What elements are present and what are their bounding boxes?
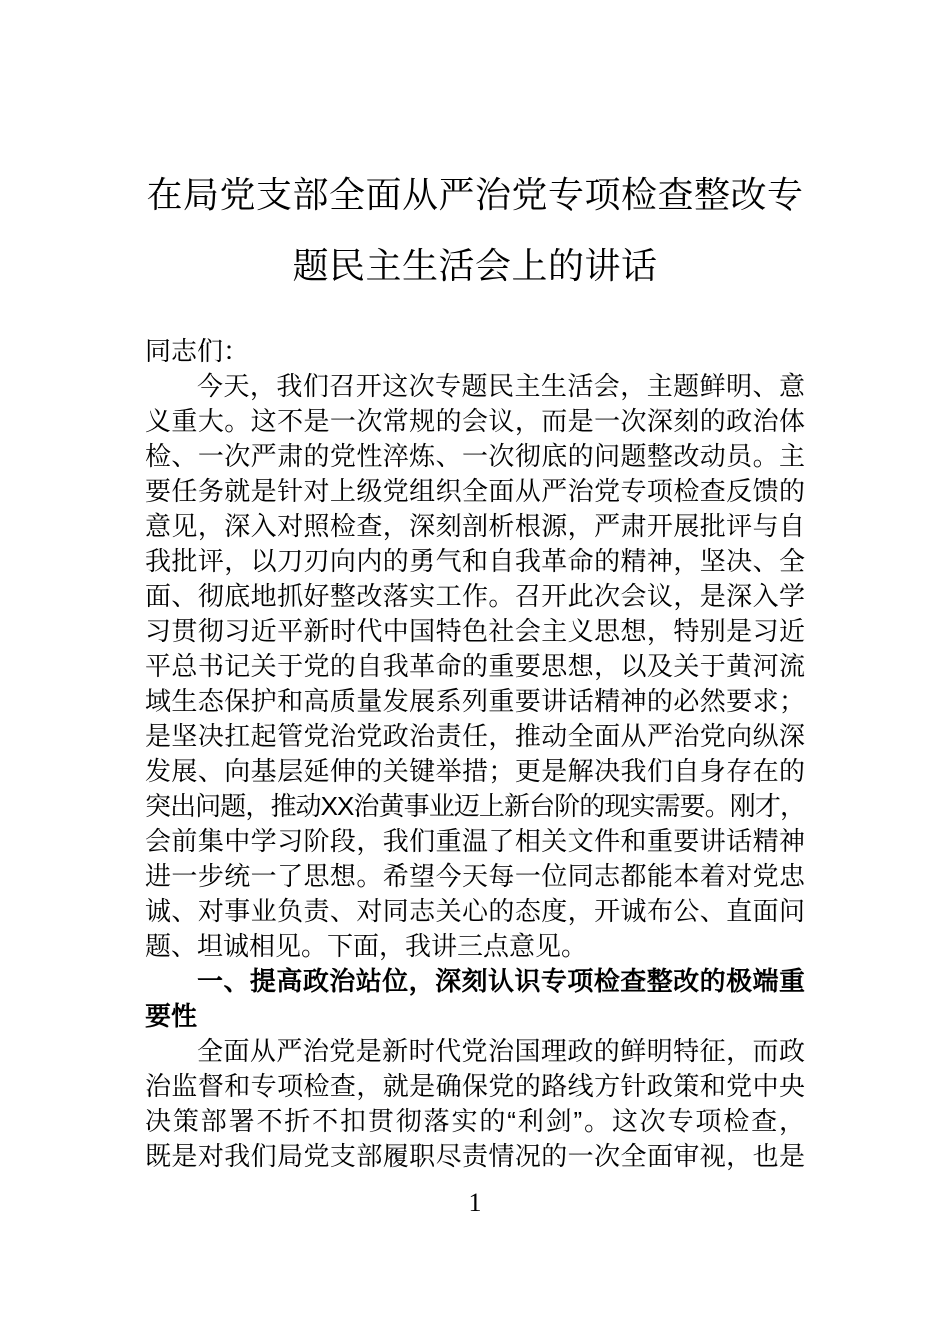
document-body bbox=[145, 334, 805, 1174]
text-line: 发展、向基层延伸的关键举措；更是解决我们自身存在的 bbox=[145, 756, 805, 786]
document-title bbox=[40, 159, 910, 301]
page-number: 1 bbox=[468, 1188, 482, 1217]
text-line: 要性 bbox=[145, 1001, 198, 1031]
paragraph bbox=[145, 1034, 805, 1174]
text-line: 域生态保护和高质量发展系列重要讲话精神的必然要求； bbox=[145, 686, 805, 716]
text-line: 平总书记关于党的自我革命的重要思想，以及关于黄河流 bbox=[145, 651, 805, 681]
text-line: 同志们： bbox=[145, 336, 250, 366]
text-line: 面、彻底地抓好整改落实工作。召开此次会议，是深入学 bbox=[145, 581, 805, 611]
text-line: 既是对我们局党支部履职尽责情况的一次全面审视，也是 bbox=[145, 1141, 805, 1171]
title-line: 题民主生活会上的讲话 bbox=[292, 245, 658, 286]
title-line: 在局党支部全面从严治党专项检查整改专 bbox=[146, 174, 804, 215]
salutation bbox=[145, 334, 805, 369]
paragraph bbox=[145, 369, 805, 964]
text-line: 会前集中学习阶段，我们重温了相关文件和重要讲话精神 bbox=[145, 826, 805, 856]
text-line: 意见，深入对照检查，深刻剖析根源，严肃开展批评与自 bbox=[145, 511, 805, 541]
text-line: 一、提高政治站位，深刻认识专项检查整改的极端重 bbox=[197, 966, 805, 996]
text-line: 全面从严治党是新时代党治国理政的鲜明特征，而政 bbox=[197, 1036, 805, 1066]
text-line: 决策部署不折不扣贯彻落实的“利剑”。这次专项检查， bbox=[145, 1106, 805, 1136]
text-line: 检、一次严肃的党性淬炼、一次彻底的问题整改动员。主 bbox=[145, 441, 805, 471]
text-line: 义重大。这不是一次常规的会议，而是一次深刻的政治体 bbox=[145, 406, 805, 436]
heading bbox=[145, 964, 805, 1034]
text-line: 是坚决扛起管党治党政治责任，推动全面从严治党向纵深 bbox=[145, 721, 805, 751]
text-line: 要任务就是针对上级党组织全面从严治党专项检查反馈的 bbox=[145, 476, 805, 506]
text-line: 诚、对事业负责、对同志关心的态度，开诚布公、直面问 bbox=[145, 896, 805, 926]
text-line: 突出问题，推动XX治黄事业迈上新台阶的现实需要。刚才， bbox=[145, 791, 805, 821]
text-line: 今天，我们召开这次专题民主生活会，主题鲜明、意 bbox=[197, 371, 805, 401]
text-line: 习贯彻习近平新时代中国特色社会主义思想，特别是习近 bbox=[145, 616, 805, 646]
text-line: 进一步统一了思想。希望今天每一位同志都能本着对党忠 bbox=[145, 861, 805, 891]
text-line: 题、坦诚相见。下面，我讲三点意见。 bbox=[145, 931, 588, 961]
text-line: 我批评，以刀刃向内的勇气和自我革命的精神，坚决、全 bbox=[145, 546, 805, 576]
text-line: 治监督和专项检查，就是确保党的路线方针政策和党中央 bbox=[145, 1071, 805, 1101]
